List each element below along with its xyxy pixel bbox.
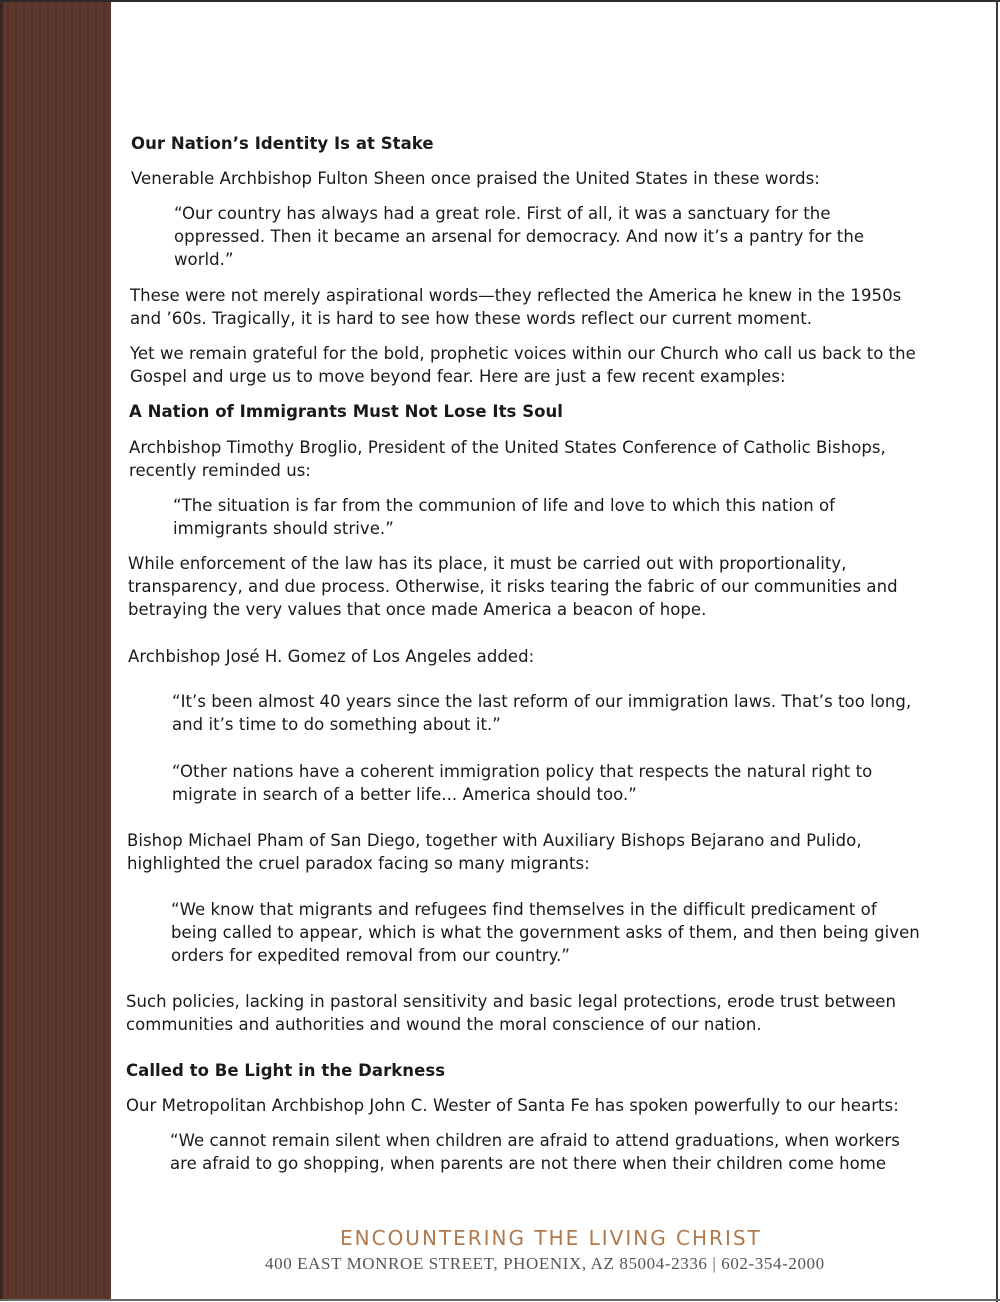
- quote-broglio-line-2: immigrants should strive.”: [173, 519, 394, 538]
- quote-sheen-line-3: world.”: [174, 250, 234, 269]
- paragraph-enforcement-line-1: While enforcement of the law has its place, it must be carried out with proportionality,: [128, 554, 847, 573]
- quote-gomez-a-line-1: “It’s been almost 40 years since the last reform of our immigration laws. That’s too long,: [172, 692, 912, 711]
- paragraph-policies-line-2: communities and authorities and wound the moral conscience of our nation.: [126, 1015, 762, 1034]
- paragraph-gomez-intro: Archbishop José H. Gomez of Los Angeles added:: [128, 647, 535, 666]
- quote-sheen-line-1: “Our country has always had a great role. First of all, it was a sanctuary for the: [174, 204, 831, 223]
- quote-gomez-a-line-2: and it’s time to do something about it.”: [172, 715, 501, 734]
- bottom-border: [0, 1299, 1000, 1301]
- footer-motto: ENCOUNTERING THE LIVING CHRIST: [340, 1226, 762, 1250]
- quote-wester-line-2: are afraid to go shopping, when parents are not there when their children come home: [170, 1154, 887, 1173]
- paragraph-enforcement-line-2: transparency, and due process. Otherwise, it risks tearing the fabric of our communities and: [128, 577, 898, 596]
- section-heading-light: Called to Be Light in the Darkness: [126, 1061, 446, 1080]
- section-heading-identity: Our Nation’s Identity Is at Stake: [131, 134, 434, 153]
- paragraph-grateful-line-2: Gospel and urge us to move beyond fear. Here are just a few recent examples:: [130, 367, 786, 386]
- section-heading-immigrants: A Nation of Immigrants Must Not Lose Its Soul: [129, 402, 564, 421]
- paragraph-broglio-line-2: recently reminded us:: [129, 461, 312, 480]
- paragraph-aspirational-line-1: These were not merely aspirational words—they reflected the America he knew in the 1950s: [130, 286, 902, 305]
- paragraph-policies-line-1: Such policies, lacking in pastoral sensitivity and basic legal protections, erode trust between: [126, 992, 896, 1011]
- quote-wester-line-1: “We cannot remain silent when children are afraid to attend graduations, when workers: [170, 1131, 900, 1150]
- quote-gomez-b-line-1: “Other nations have a coherent immigration policy that respects the natural right to: [172, 762, 873, 781]
- right-border: [996, 0, 998, 1302]
- quote-broglio-line-1: “The situation is far from the communion of life and love to which this nation of: [173, 496, 835, 515]
- paragraph-pham-line-1: Bishop Michael Pham of San Diego, together with Auxiliary Bishops Bejarano and Pulido,: [127, 831, 862, 850]
- decorative-side-band: [3, 2, 111, 1299]
- paragraph-sheen-intro: Venerable Archbishop Fulton Sheen once praised the United States in these words:: [131, 169, 820, 188]
- quote-pham-line-3: orders for expedited removal from our country.”: [171, 946, 570, 965]
- quote-gomez-b-line-2: migrate in search of a better life... America should too.”: [172, 785, 637, 804]
- paragraph-wester-intro: Our Metropolitan Archbishop John C. Wester of Santa Fe has spoken powerfully to our hearts:: [126, 1096, 899, 1115]
- quote-pham-line-2: being called to appear, which is what the government asks of them, and then being given: [171, 923, 920, 942]
- quote-sheen-line-2: oppressed. Then it became an arsenal for democracy. And now it’s a pantry for the: [174, 227, 865, 246]
- quote-pham-line-1: “We know that migrants and refugees find themselves in the difficult predicament of: [171, 900, 877, 919]
- paragraph-broglio-line-1: Archbishop Timothy Broglio, President of the United States Conference of Catholic Bishops,: [129, 438, 886, 457]
- paragraph-grateful-line-1: Yet we remain grateful for the bold, prophetic voices within our Church who call us back to the: [130, 344, 916, 363]
- paragraph-pham-line-2: highlighted the cruel paradox facing so many migrants:: [127, 854, 590, 873]
- paragraph-aspirational-line-2: and ’60s. Tragically, it is hard to see how these words reflect our current moment.: [130, 309, 813, 328]
- top-border: [0, 0, 1000, 2]
- paragraph-enforcement-line-3: betraying the very values that once made America a beacon of hope.: [128, 600, 707, 619]
- footer-address: 400 EAST MONROE STREET, PHOENIX, AZ 85004-2336 | 602-354-2000: [265, 1254, 825, 1273]
